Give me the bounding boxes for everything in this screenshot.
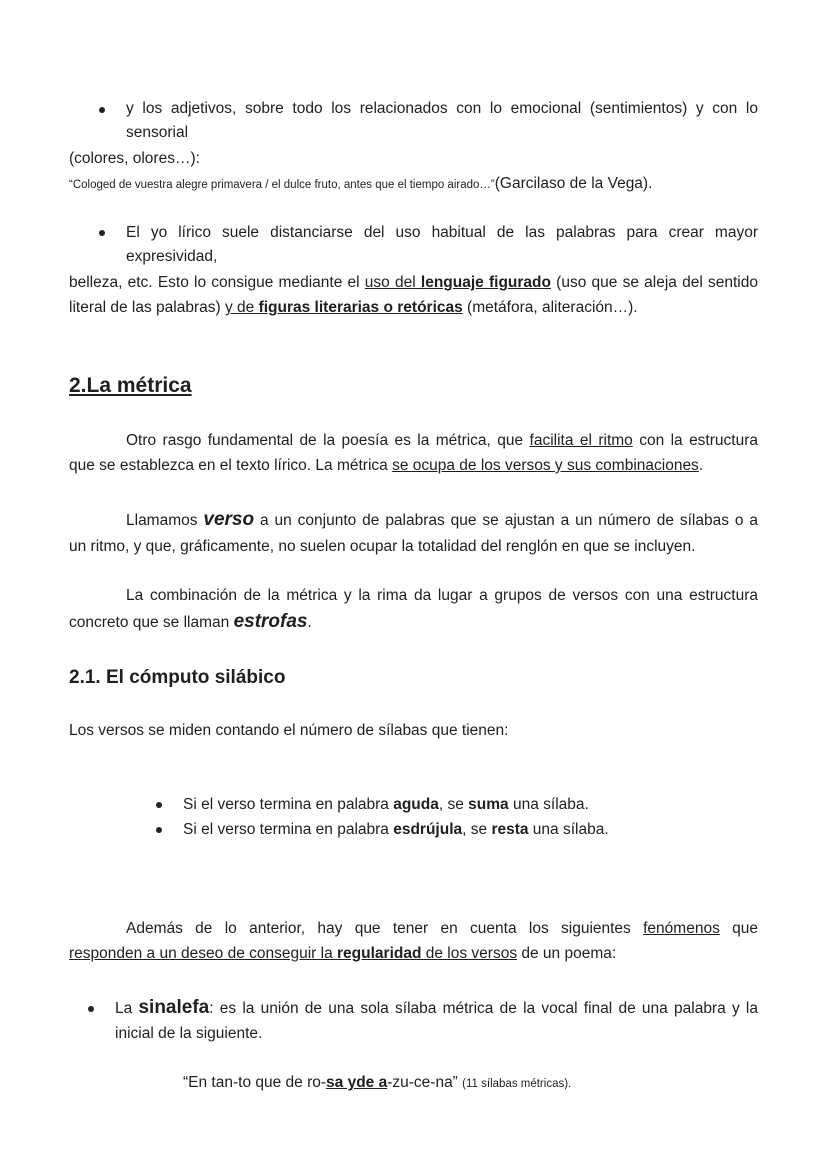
text: responden a un deseo de conseguir la xyxy=(69,945,338,962)
text: con la estructura xyxy=(632,432,758,449)
text: y los adjetivos, sobre todo los relacionados con lo emocional (sentimientos) y con lo xyxy=(126,100,758,117)
term-aguda: aguda xyxy=(393,796,439,813)
text: : es la unión de una sola sílaba métrica de la vocal final de una palabra y la xyxy=(209,1000,758,1017)
list-item-yo-lirico-line2 xyxy=(126,246,217,268)
term-regularidad: regularidad xyxy=(337,945,422,962)
text: “En tan-to que de ro- xyxy=(183,1074,327,1091)
text: Si el verso termina en palabra xyxy=(183,821,394,838)
bullet-icon xyxy=(99,107,105,113)
text: -zu-ce-na” xyxy=(387,1074,458,1091)
text: una sílaba. xyxy=(508,796,589,813)
text: , se xyxy=(462,821,492,838)
text: de los versos xyxy=(421,945,518,962)
text: El yo lírico suele distanciarse del uso habitual de las palabras para crear mayor xyxy=(126,224,758,241)
text: Además de lo anterior, hay que tener en cuenta los siguientes xyxy=(126,920,644,937)
paragraph-fenomenos-line2 xyxy=(69,943,616,965)
text: expresividad, xyxy=(126,248,218,265)
bullet-icon xyxy=(156,802,162,808)
list-item-adjetivos-line3 xyxy=(69,148,200,170)
text: que xyxy=(719,920,758,937)
term-resta: resta xyxy=(491,821,529,838)
rule-aguda xyxy=(183,794,589,816)
text: inicial de la siguiente. xyxy=(115,1025,263,1042)
text: uso del xyxy=(364,274,421,291)
term-esdrujula: esdrújula xyxy=(393,821,463,838)
text: un ritmo, y que, gráficamente, no suelen ocupar la totalidad del renglón en que se incluyen. xyxy=(69,538,696,555)
text: Si el verso termina en palabra xyxy=(183,796,394,813)
text: una sílaba. xyxy=(528,821,609,838)
sinalefa-definition-line2 xyxy=(115,1023,262,1045)
underlined-text xyxy=(69,945,517,962)
quote-text: “Cologed de vuestra alegre primavera / el dulce fruto, antes que el tiempo airado…” xyxy=(69,179,495,191)
underlined-text xyxy=(225,299,463,316)
sinalefa-highlight: sa yde a xyxy=(326,1074,388,1091)
text: sensorial xyxy=(126,124,189,141)
list-item-yo-lirico-line1 xyxy=(126,222,758,244)
term-verso: verso xyxy=(203,509,255,530)
section-title-metrica: 2.La métrica xyxy=(69,374,192,397)
underlined-text: fenómenos xyxy=(643,920,720,937)
paragraph-estrofas-line2 xyxy=(69,611,312,634)
text: . xyxy=(698,457,704,474)
paragraph-fenomenos-line1 xyxy=(126,918,758,940)
sinalefa-definition-line1 xyxy=(115,997,758,1020)
text: (uso que se aleja del sentido xyxy=(550,274,758,291)
text: (colores, olores…): xyxy=(69,150,200,167)
term-estrofas: estrofas xyxy=(233,611,308,632)
text: de un poema: xyxy=(517,945,617,962)
section-title-computo-silabico: 2.1. El cómputo silábico xyxy=(69,667,286,688)
bullet-icon xyxy=(99,230,105,236)
text: Llamamos xyxy=(126,512,204,529)
underlined-text: facilita el ritmo xyxy=(529,432,633,449)
text: La xyxy=(115,1000,139,1017)
term-suma: suma xyxy=(468,796,509,813)
paragraph-estrofas-line1 xyxy=(126,585,758,607)
paragraph-verso-line2 xyxy=(69,536,695,558)
quote-author: (Garcilaso de la Vega). xyxy=(494,175,653,192)
list-item-yo-lirico-line3 xyxy=(69,272,758,294)
text: a un conjunto de palabras que se ajustan a un número de sílabas o a xyxy=(254,512,758,529)
text: concreto que se llaman xyxy=(69,614,234,631)
paragraph-metrica-line1 xyxy=(126,430,758,452)
bullet-icon xyxy=(88,1006,94,1012)
text: literal de las palabras) xyxy=(69,299,225,316)
text: La combinación de la métrica y la rima da lugar a grupos de versos con una estructura xyxy=(126,587,758,604)
text: . xyxy=(307,614,312,631)
term-lenguaje-figurado: lenguaje figurado xyxy=(420,274,551,291)
sinalefa-example xyxy=(183,1072,571,1095)
text: , se xyxy=(438,796,469,813)
text: belleza, etc. Esto lo consigue mediante el xyxy=(69,274,365,291)
text: (metáfora, aliteración…). xyxy=(462,299,638,316)
list-item-adjetivos-line1 xyxy=(126,98,758,120)
quote-garcilaso xyxy=(69,173,652,196)
list-item-yo-lirico-line4 xyxy=(69,297,638,319)
paragraph-intro-computo xyxy=(69,720,508,742)
paragraph-metrica-line2 xyxy=(69,455,703,477)
text: Los versos se miden contando el número de sílabas que tienen: xyxy=(69,722,509,739)
text: y de xyxy=(224,299,259,316)
underlined-text: se ocupa de los versos y sus combinaciones xyxy=(392,457,699,474)
text: Otro rasgo fundamental de la poesía es la métrica, que xyxy=(126,432,530,449)
term-figuras-literarias: figuras literarias o retóricas xyxy=(258,299,463,316)
rule-esdrujula xyxy=(183,819,609,841)
paragraph-verso-line1 xyxy=(126,509,758,532)
term-sinalefa: sinalefa xyxy=(138,997,210,1018)
list-item-adjetivos-line2 xyxy=(126,122,188,144)
syllable-count-note: (11 sílabas métricas). xyxy=(462,1078,572,1090)
text: que se establezca en el texto lírico. La métrica xyxy=(69,457,393,474)
underlined-text xyxy=(365,274,551,291)
bullet-icon xyxy=(156,827,162,833)
